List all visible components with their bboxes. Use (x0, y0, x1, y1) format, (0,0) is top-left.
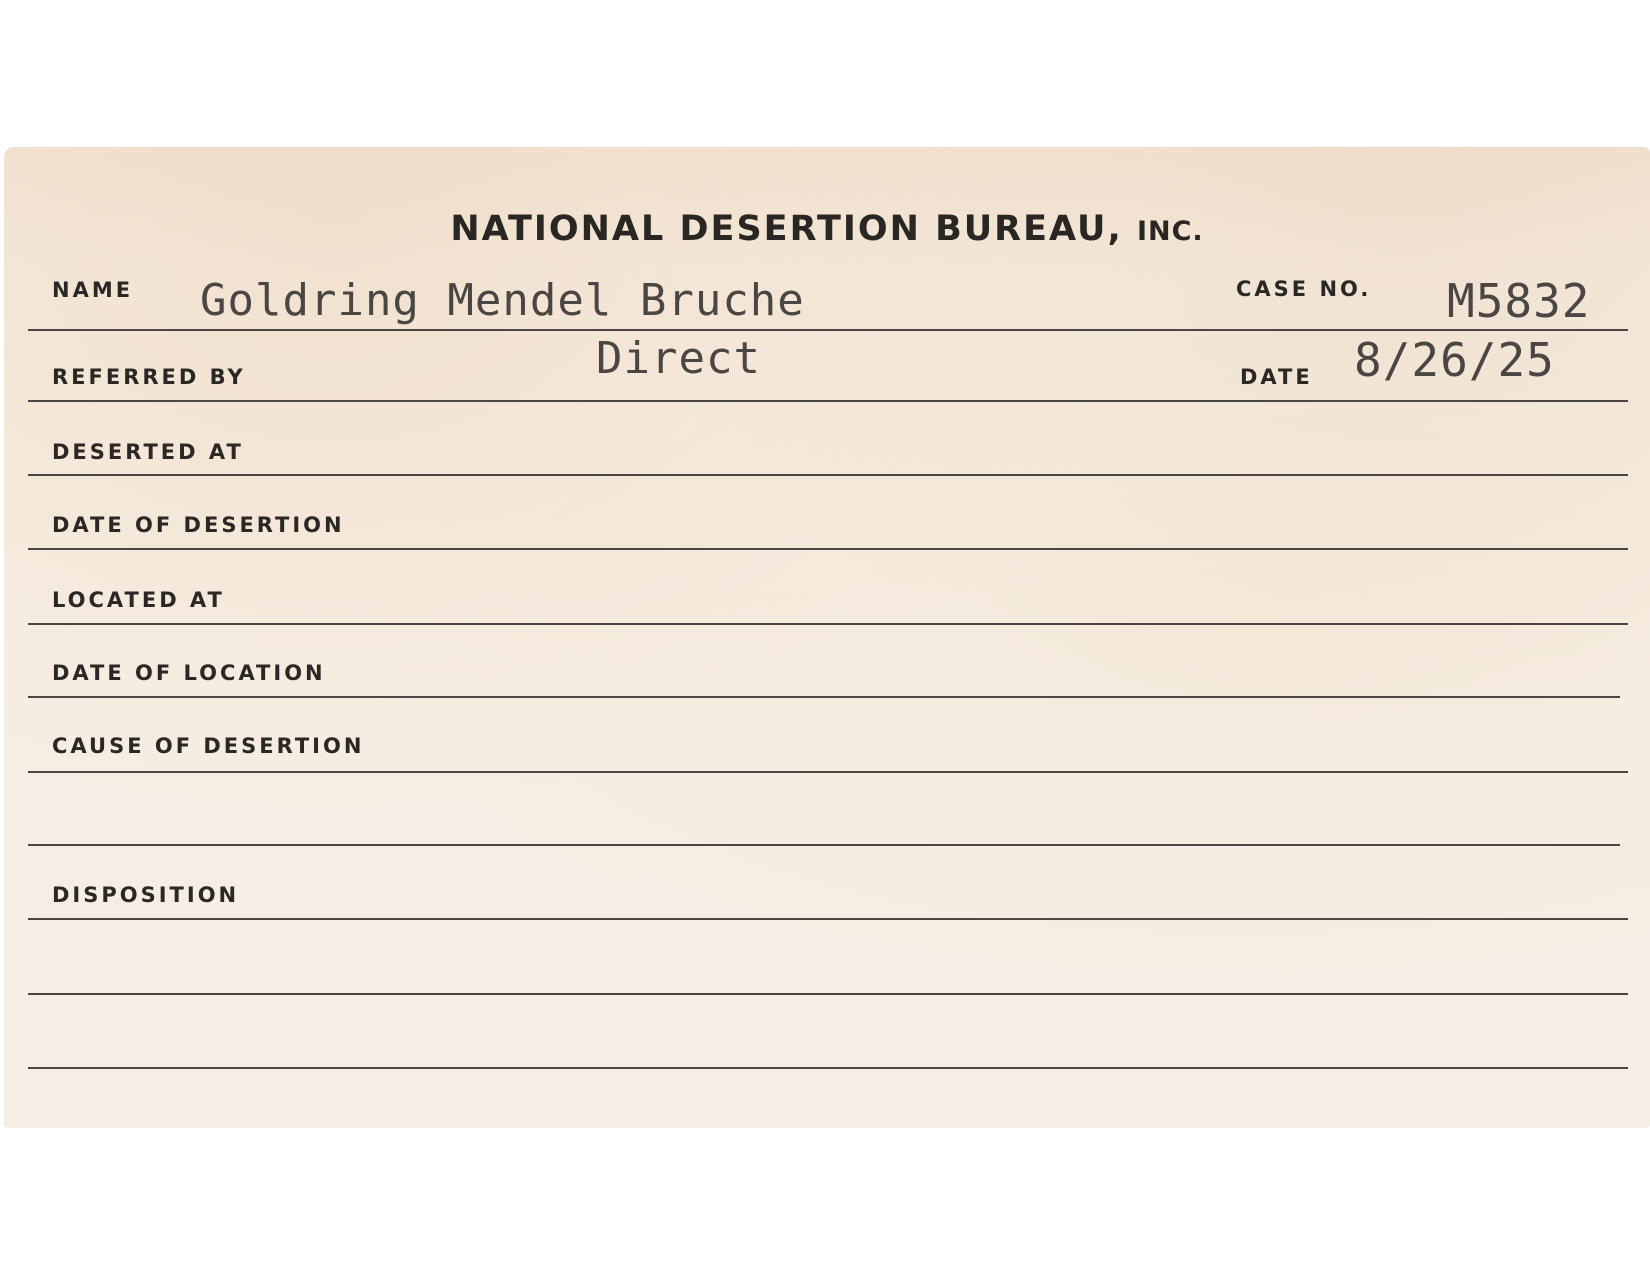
name-rule (28, 329, 1628, 331)
cause-continuation-rule (28, 844, 1620, 846)
disposition-label: DISPOSITION (52, 883, 240, 907)
date-of-location-label: DATE OF LOCATION (52, 661, 326, 685)
card-title (4, 209, 1650, 249)
date-of-desertion-label: DATE OF DESERTION (52, 513, 345, 537)
date-of-location-rule (28, 696, 1620, 698)
case-no-value: M5832 (1447, 274, 1591, 328)
date-of-desertion-rule (28, 548, 1628, 550)
disposition-rule (28, 918, 1628, 920)
cause-of-desertion-label: CAUSE OF DESERTION (52, 734, 365, 758)
deserted-at-label: DESERTED AT (52, 440, 244, 464)
date-label: DATE (1240, 365, 1313, 389)
title-suffix: INC. (1136, 216, 1204, 247)
located-at-rule (28, 623, 1628, 625)
deserted-at-rule (28, 474, 1628, 476)
disposition-continuation-rule-1 (28, 993, 1628, 995)
title-text: NATIONAL DESERTION BUREAU, (450, 209, 1123, 249)
referred-by-rule (28, 400, 1628, 402)
cause-of-desertion-rule (28, 771, 1628, 773)
index-card (4, 147, 1650, 1128)
name-value: Goldring Mendel Bruche (200, 275, 805, 326)
disposition-continuation-rule-2 (28, 1067, 1628, 1069)
located-at-label: LOCATED AT (52, 588, 225, 612)
name-label: NAME (52, 278, 134, 302)
referred-by-label: REFERRED BY (52, 365, 246, 389)
date-value: 8/26/25 (1354, 333, 1555, 387)
referred-by-value: Direct (596, 333, 761, 384)
case-no-label: CASE NO. (1236, 277, 1372, 301)
